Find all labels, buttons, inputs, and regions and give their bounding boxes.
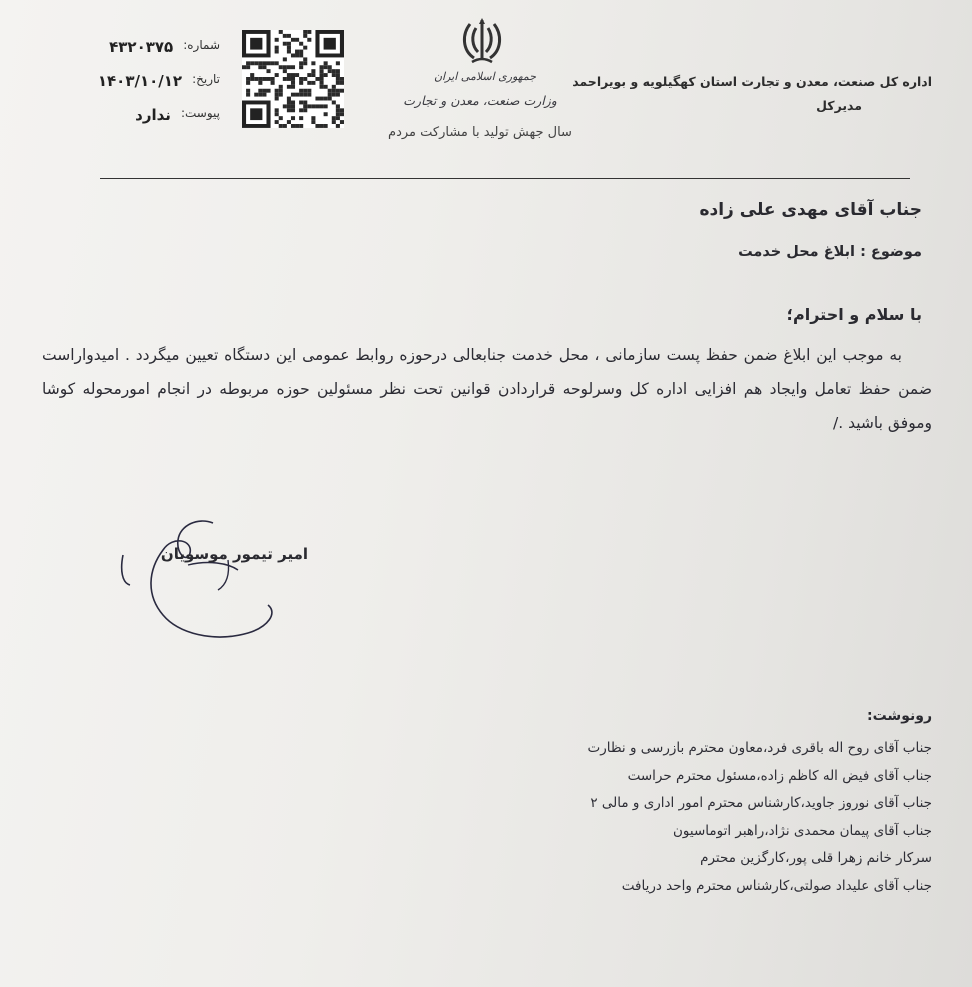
recipient: جناب آقای مهدی علی زاده [699, 200, 922, 220]
greeting: با سلام و احترام؛ [786, 305, 922, 324]
header-divider [100, 178, 910, 179]
organization-block [572, 70, 932, 118]
handwritten-signature [118, 515, 318, 645]
qr-code-icon [242, 30, 344, 128]
cc-item: جناب آقای پیمان محمدی نژاد،راهبر اتوماسیون [673, 822, 932, 839]
letter-date-row [60, 72, 220, 90]
cc-item: جناب آقای روح اله باقری فرد،معاون محترم بازرسی و نظارت [587, 740, 932, 756]
emblem-icon [458, 16, 506, 66]
letter-attachment-row [60, 106, 220, 124]
date-label: تاریخ: [192, 72, 220, 86]
year-slogan: سال جهش تولید با مشارکت مردم [388, 125, 572, 140]
organization-subtitle: مدیرکل [816, 98, 862, 113]
ministry-text: وزارت صنعت، معدن و تجارت [403, 93, 557, 108]
number-value: ۴۳۲۰۳۷۵ [109, 38, 174, 56]
attachment-value: ندارد [135, 106, 171, 124]
cc-title: رونوشت: [867, 708, 932, 724]
organization-name: اداره کل صنعت، معدن و تجارت استان کهگیلویه و بویراحمد [572, 74, 932, 89]
date-value: ۱۴۰۳/۱۰/۱۲ [97, 72, 183, 90]
attachment-label: پیوست: [180, 106, 220, 120]
cc-item: جناب آقای فیض اله کاظم زاده،مسئول محترم حراست [627, 767, 932, 784]
signer-name: امیر تیمور موسویان [160, 545, 308, 563]
letter-number-row [60, 38, 220, 56]
number-label: شماره: [183, 38, 220, 52]
cc-list [412, 735, 932, 900]
subject-line: موضوع : ابلاغ محل خدمت [738, 244, 922, 260]
cc-item: جناب آقای علیداد صولتی،کارشناس محترم واحد دریافت [621, 877, 932, 894]
cc-item: سرکار خانم زهرا قلی پور،کارگزین محترم [700, 850, 932, 866]
letter-body: به موجب این ابلاغ ضمن حفظ پست سازمانی ، محل خدمت جنابعالی درحوزه روابط عمومی این دستگاه تعیین میگردد . امیدواراست ضمن حفظ تعامل وایجاد هم افزایی اداره کل وسرلوحه قراردادن قوانین تحت نظر مسئولین حوزه مربوطه در انجام امورمحوله کوشا وموفق باشید ./ [42, 346, 932, 432]
cc-item: جناب آقای نوروز جاوید،کارشناس محترم امور اداری و مالی ۲ [590, 795, 932, 811]
republic-text: جمهوری اسلامی ایران [433, 70, 537, 83]
